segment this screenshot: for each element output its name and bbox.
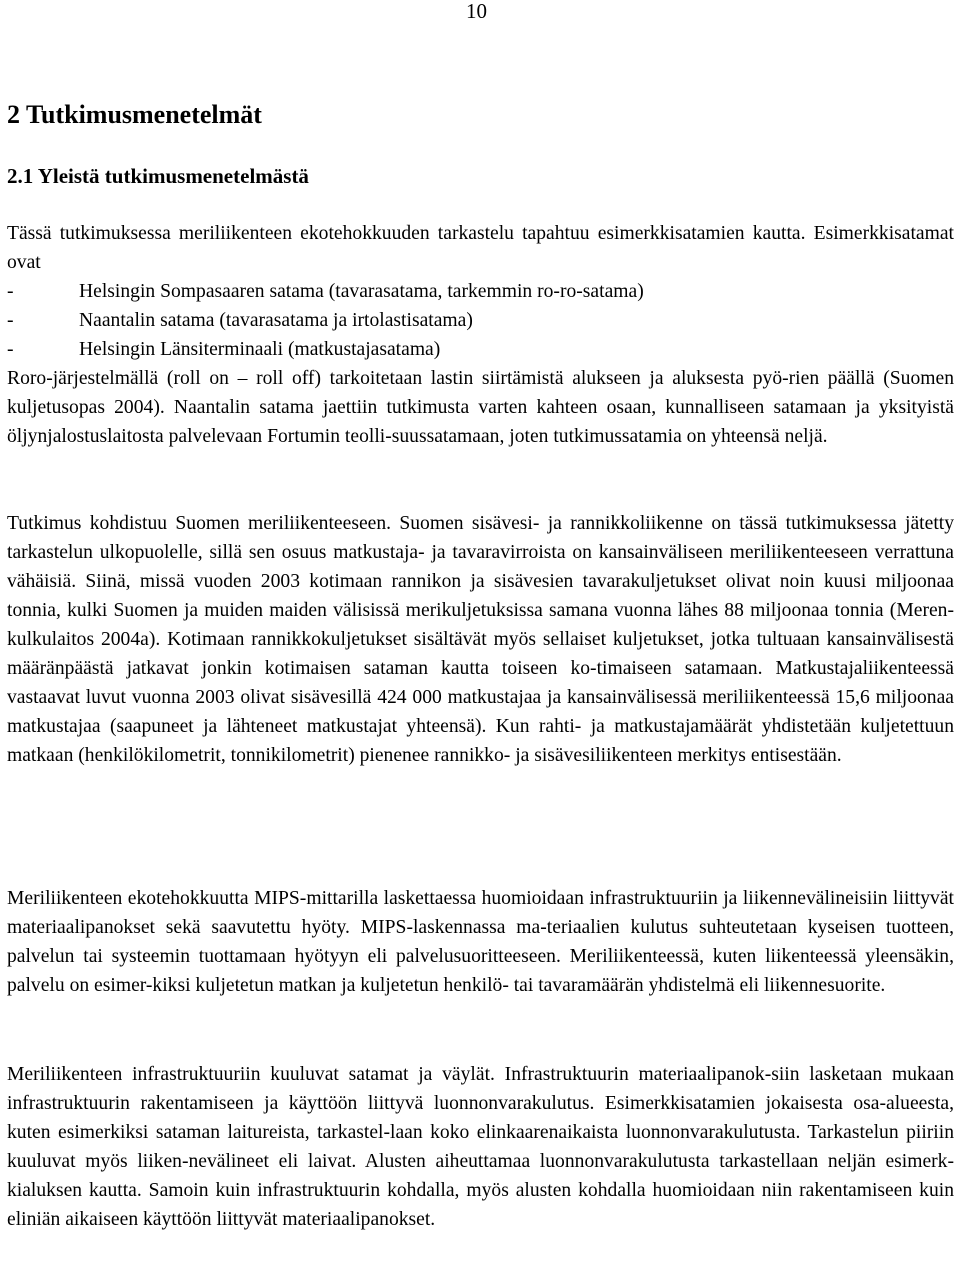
list-bullet: - [7,310,14,331]
list-item [7,277,954,306]
list-item-text: Naantalin satama (tavarasatama ja irtolastisatama) [79,310,473,331]
scope-paragraph: Tutkimus kohdistuu Suomen meriliikenteeseen. Suomen sisävesi- ja rannikkoliikenne on tässä tutkimuksessa jätetty tarkastelun ulkopuolelle, sillä sen osuus matkustaja- ja tavaravirroista on kansainväliseen meriliikenteeseen verrattuna vähäisiä. Siinä, missä vuoden 2003 kotimaan rannikon ja sisävesien tavarakuljetukset olivat noin kuusi miljoonaa tonnia, kulki Suomen ja muiden maiden välisissä merikuljetuksissa samana vuonna lähes 88 miljoonaa tonnia (Meren-kulkulaitos 2004a). Kotimaan rannikkokuljetukset sisältävät myös sellaiset kuljetukset, jotka tultuaan kansainvälisestä määränpäästä jatkavat jonkin kotimaisen sataman kautta toiseen ko-timaiseen satamaan. Matkustajaliikenteessä vastaavat luvut vuonna 2003 olivat sisävesillä 424 000 matkustajaa ja kansainvälisessä meriliikenteessä 15,6 miljoonaa matkustajaa (saapuneet ja lähteneet matkustajat yhteensä). Kun rahti- ja matkustajamäärät yhdistetään kuljetettuun matkaan (henkilökilometrit, tonnikilometrit) pienenee rannikko- ja sisävesiliikenteen merkitys entisestään. [7,513,954,766]
mips-paragraph: Meriliikenteen ekotehokkuutta MIPS-mittarilla laskettaessa huomioidaan infrastruktuuriin ja liikennevälineisiin liittyvät materiaalipanokset sekä saavutettu hyöty. MIPS-laskennassa ma-teriaalien kulutus suhteutetaan kyseisen tuotteen, palvelun tai systeemin tuottamaan hyötyyn eli palvelusuoritteeseen. Meriliikenteessä, kuten liikenteessä yleensäkin, palvelu on esimer-kiksi kuljetetun matkan ja kuljetetun henkilö- tai tavaramäärän yhdistelmä eli liikennesuorite. [7,888,954,996]
list-bullet: - [7,281,14,302]
intro-block [7,219,954,451]
list-item-text: Helsingin Sompasaaren satama (tavarasatama, tarkemmin ro-ro-satama) [79,281,644,302]
infrastructure-paragraph: Meriliikenteen infrastruktuuriin kuuluvat satamat ja väylät. Infrastruktuurin materiaalipanok-siin lasketaan mukaan infrastruktuurin rakentamiseen ja käyttöön liittyvä luonnonvarakulutus. Esimerkkisatamien jokaisesta osa-alueesta, kuten esimerkiksi sataman laitureista, tarkastel-laan koko elinkaarenaikaista luonnonvarakulutusta. Tarkastelun piiriin kuuluvat myös liiken-nevälineet eli laivat. Alusten aiheuttamaa luonnonvarakulutusta tarkastellaan neljän esimerk-kialuksen kautta. Samoin kuin infrastruktuurin kohdalla, myös alusten kohdalla huomioidaan niin rakentamiseen kuin eliniän aikaiseen käyttöön liittyvät materiaalipanokset. [7,1064,954,1230]
list-item [7,306,954,335]
port-list [7,277,954,364]
list-item [7,335,954,364]
list-bullet: - [7,339,14,360]
chapter-heading: 2 Tutkimusmenetelmät [7,100,262,129]
list-item-text: Helsingin Länsiterminaali (matkustajasatama) [79,339,441,360]
section-heading: 2.1 Yleistä tutkimusmenetelmästä [7,164,309,188]
page-number: 10 [466,0,487,23]
roro-paragraph: Roro-järjestelmällä (roll on – roll off) tarkoitetaan lastin siirtämistä alukseen ja aluksesta pyö-rien päällä (Suomen kuljetusopas 2004). Naantalin satama jaettiin tutkimusta varten kahteen osaan, kunnalliseen satamaan ja yksityistä öljynjalostuslaitosta palvelevaan Fortumin teolli-suussatamaan, joten tutkimussatamia on yhteensä neljä. [7,368,954,447]
intro-paragraph: Tässä tutkimuksessa meriliikenteen ekotehokkuuden tarkastelu tapahtuu esimerkkisatamien kautta. Esimerkkisatamat ovat [7,223,954,273]
